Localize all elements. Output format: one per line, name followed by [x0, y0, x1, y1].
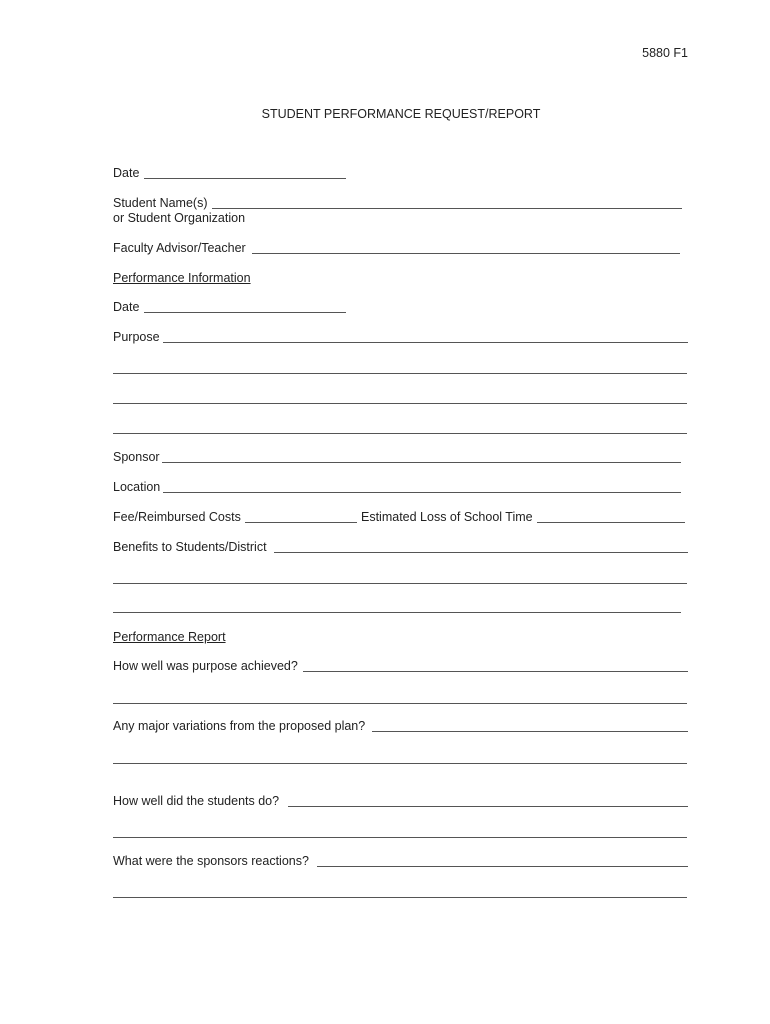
benefits-line-3[interactable]	[113, 612, 681, 613]
q-variations-line-2[interactable]	[113, 763, 687, 764]
location-label: Location	[113, 480, 161, 494]
q-purpose-achieved-label: How well was purpose achieved?	[113, 659, 298, 673]
q-students-field[interactable]	[288, 806, 688, 807]
date-field[interactable]	[144, 178, 346, 179]
fee-field[interactable]	[245, 522, 357, 523]
faculty-field[interactable]	[252, 253, 680, 254]
purpose-line-4[interactable]	[113, 433, 687, 434]
student-names-field[interactable]	[212, 208, 682, 209]
school-time-loss-field[interactable]	[537, 522, 685, 523]
purpose-line-3[interactable]	[113, 403, 687, 404]
form-id: 5880 F1	[642, 46, 688, 60]
benefits-field[interactable]	[274, 552, 688, 553]
sponsor-label: Sponsor	[113, 450, 160, 464]
faculty-label: Faculty Advisor/Teacher	[113, 241, 246, 255]
q-sponsors-label: What were the sponsors reactions?	[113, 854, 309, 868]
school-time-loss-label: Estimated Loss of School Time	[361, 510, 533, 524]
date-label: Date	[113, 166, 140, 180]
fee-label: Fee/Reimbursed Costs	[113, 510, 241, 524]
performance-report-heading: Performance Report	[113, 630, 226, 644]
student-names-label: Student Name(s)	[113, 196, 208, 210]
q-students-label: How well did the students do?	[113, 794, 280, 808]
student-org-label: or Student Organization	[113, 211, 246, 225]
purpose-field[interactable]	[163, 342, 688, 343]
q-purpose-achieved-line-2[interactable]	[113, 703, 687, 704]
perf-date-field[interactable]	[144, 312, 346, 313]
q-sponsors-field[interactable]	[317, 866, 688, 867]
q-variations-field[interactable]	[372, 731, 688, 732]
benefits-label: Benefits to Students/District	[113, 540, 267, 554]
form-title: STUDENT PERFORMANCE REQUEST/REPORT	[261, 107, 541, 121]
purpose-line-2[interactable]	[113, 373, 687, 374]
perf-date-label: Date	[113, 300, 140, 314]
q-students-line-2[interactable]	[113, 837, 687, 838]
sponsor-field[interactable]	[162, 462, 681, 463]
q-variations-label: Any major variations from the proposed plan?	[113, 719, 366, 733]
purpose-label: Purpose	[113, 330, 160, 344]
performance-info-heading: Performance Information	[113, 271, 251, 285]
q-sponsors-line-2[interactable]	[113, 897, 687, 898]
q-purpose-achieved-field[interactable]	[303, 671, 688, 672]
location-field[interactable]	[163, 492, 681, 493]
benefits-line-2[interactable]	[113, 583, 687, 584]
